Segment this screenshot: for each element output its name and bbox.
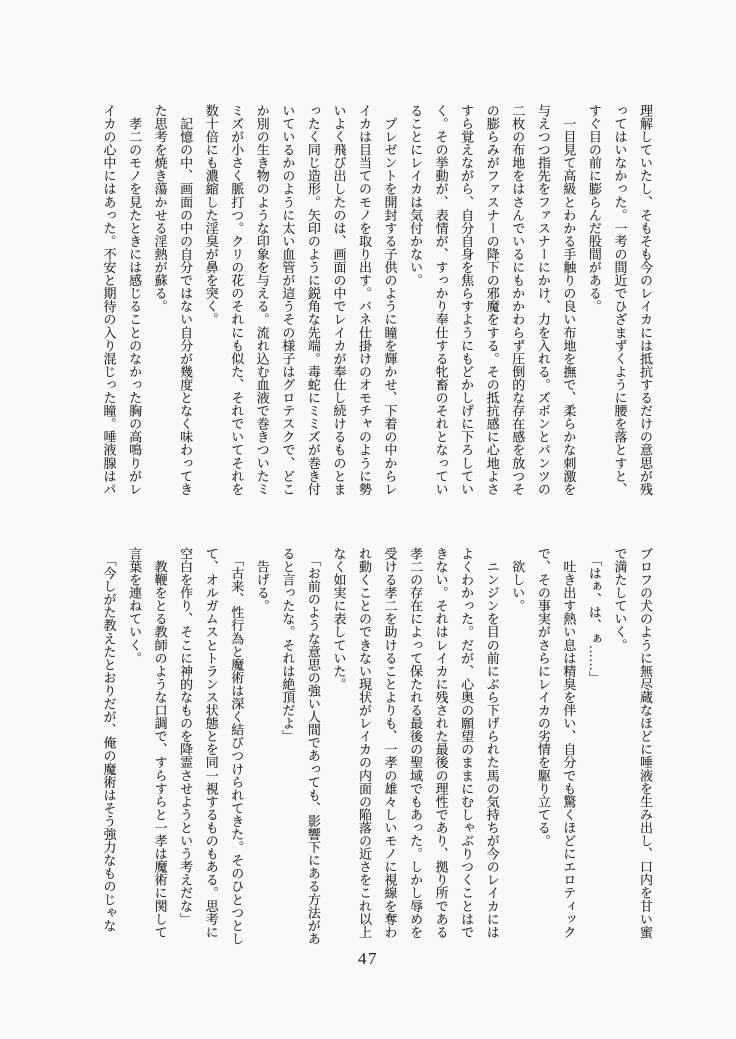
text-column: ブロフの犬のように無尽蔵なほどに唾液を生み出し、口内を甘い蜜 [638, 547, 653, 939]
text-block-top [96, 104, 658, 504]
text-column: で満たしていく。 [612, 547, 628, 652]
page-number: 47 [358, 949, 378, 968]
text-column: ニンジンを目の前にぶら下げられた馬の気持ちが今のレイカには [484, 547, 500, 939]
text-column: ミズが小さく脈打つ。クリの花のそれにも似た、それでいてそれを [229, 104, 245, 496]
text-column: 吐き出す熱い息は精臭を伴い、自分でも驚くほどにエロティック [561, 547, 577, 939]
text-column: 「お前のような意思の強い人間であっても、影響下にある方法があ [305, 547, 321, 946]
text-block-bottom [96, 547, 658, 947]
text-column: イカの心中にはあった。不安と期待の入り混じった瞳。唾液腺はパ [101, 104, 117, 496]
text-column: の膨らみがファスナーの降下の邪魔をする。その抵抗感に心地よさ [484, 104, 500, 496]
text-column: 与えつつ指先をファスナーにかけ、力を入れる。ズボンとパンツの [535, 104, 551, 496]
text-column: イカは目当てのモノを取り出す。バネ仕掛けのオモチャのように勢 [356, 104, 372, 496]
text-column: か別の生き物のような印象を与える。流れ込む血液で巻きついたミ [254, 104, 270, 496]
text-column: 教鞭をとる教師のような口調で、すらすらと一孝は魔術に関して [152, 547, 168, 939]
text-column: れ動くことのできない現状がレイカの内面の陥落の近さをこれ以上 [356, 547, 372, 939]
text-column: て、オルガムスとトランス状態とを同一視するものもある。思考に [203, 547, 219, 939]
text-column: 「古来、性行為と魔術は深く結びつけられてきた。そのひとつとし [229, 547, 245, 946]
text-column: く。その挙動が、表情が、すっかり奉仕する牝畜のそれとなってい [433, 104, 449, 496]
text-column: ったく同じ造形。矢印のように鋭角な先端。毒蛇にミミズが巻き付 [305, 104, 321, 496]
text-column: 数十倍にも濃縮した淫臭が鼻を突く。 [203, 104, 219, 326]
text-column: きない。それはレイカに残された最後の理性であり、拠り所である [433, 547, 449, 939]
text-column: すぐ目の前に膨らんだ股間がある。 [586, 104, 602, 313]
text-column: ってはいなかった。一考の間近でひざまずくように腰を落とすと、 [612, 104, 628, 496]
text-column: 記憶の中、画面の中の自分ではない自分が幾度となく味わってき [178, 104, 194, 496]
text-column: 孝二のモノを見たときには感じることのなかった胸の高鳴りがレ [127, 104, 143, 496]
text-column: 理解していたし、そもそも今のレイカには抵抗するだけの意思が残 [638, 104, 653, 496]
text-column: 二枚の布地をはさんでいるにもかかわらず圧倒的な存在感を放つそ [510, 104, 526, 496]
text-column: 孝二の存在によって保たれる最後の聖域でもあった。しかし辱めを [408, 547, 424, 939]
text-column: いているかのように太い血管が這うその様子はグロテスクで、どこ [280, 104, 296, 496]
text-column: で、その事実がさらにレイカの劣情を駆り立てる。 [535, 547, 551, 848]
text-column: 欲しい。 [510, 547, 526, 613]
text-column: 一目見て高級とわかる手触りの良い布地を撫で、柔らかな刺激を [561, 104, 577, 496]
text-column: 言葉を連ねていく。 [127, 547, 143, 665]
text-column: なく如実に表していた。 [331, 547, 347, 691]
text-column: いよく飛び出したのは、画面の中でレイカが奉仕し続けるものとま [331, 104, 347, 496]
text-column: 「今しがた教えたとおりだが、俺の魔術はそう強力なものじゃな [101, 547, 117, 932]
text-column: 告げる。 [254, 547, 270, 613]
text-column: た思考を焼き蕩かせる淫熱が蘇る。 [152, 104, 168, 313]
text-column: すら覚えながら、自分自身を焦らすようにもどかしげに下ろしてい [459, 104, 475, 496]
text-column: 空白を作り、そこに神的なものを降霊させようという考えだな」 [178, 547, 194, 926]
text-column: 「はぁ、は、ぁ……」 [586, 547, 602, 685]
text-column: よくわかった。だが、心奥の願望のままにむしゃぶりつくことはで [459, 547, 475, 939]
text-column: ると言ったな。それは絶頂だよ」 [280, 547, 296, 743]
text-column: ることにレイカは気付かない。 [408, 104, 424, 287]
text-column: 受ける孝二を助けることよりも、一孝の雄々しいモノに視線を奪わ [382, 547, 398, 939]
text-column: プレゼントを開封する子供のように瞳を輝かせ、下着の中からレ [382, 104, 398, 496]
